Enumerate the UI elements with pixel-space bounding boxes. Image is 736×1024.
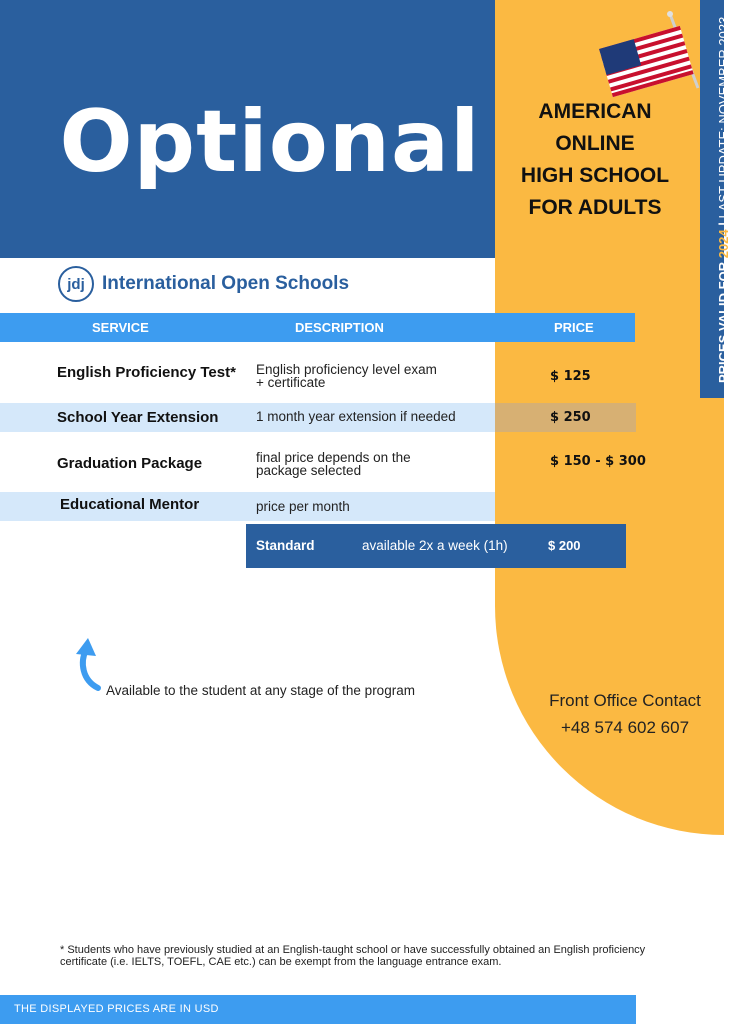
service-price: $ 150 - $ 300 [550, 454, 646, 469]
school-title-line: FOR ADULTS [528, 196, 662, 219]
header-price: PRICE [554, 320, 594, 335]
last-update: LAST UPDATE: NOVEMBER 2023 [716, 16, 731, 219]
footer-text: THE DISPLAYED PRICES ARE IN USD [14, 1003, 219, 1015]
service-name: School Year Extension [57, 409, 219, 426]
table-row [0, 343, 495, 402]
logo-name: International Open Schools [102, 273, 350, 294]
service-name: Educational Mentor [60, 496, 200, 513]
validity-prefix: PRICES VALID FOR [716, 258, 731, 383]
service-name: Graduation Package [57, 455, 203, 472]
table-header [0, 313, 635, 342]
curved-arrow-icon [72, 636, 106, 692]
description-line: package selected [256, 463, 362, 478]
contact-label: Front Office Contact [549, 691, 701, 710]
contact-phone[interactable]: +48 574 602 607 [560, 718, 690, 737]
description-line: English proficiency level exam [256, 362, 437, 377]
header-service: SERVICE [92, 320, 149, 335]
validity-text [712, 17, 736, 383]
mentor-option-row [246, 524, 626, 568]
table-row [0, 492, 495, 521]
school-title-line: ONLINE [555, 132, 635, 155]
option-price: $ 200 [548, 538, 581, 553]
availability-note: Available to the student at any stage of the program [106, 683, 415, 698]
option-name: Standard [256, 538, 315, 553]
page-title: Optional [59, 92, 481, 192]
service-description [256, 451, 411, 477]
option-description: available 2x a week (1h) [362, 538, 508, 553]
logo [58, 266, 349, 302]
service-price: $ 125 [550, 369, 591, 384]
description-line: final price depends on the [256, 450, 411, 465]
table-row [0, 433, 495, 491]
validity-separator: | [716, 218, 731, 230]
front-office-contact [530, 687, 720, 741]
table-row [0, 403, 495, 432]
service-name: English Proficiency Test* [57, 364, 236, 381]
header-description: DESCRIPTION [295, 320, 384, 335]
school-title [500, 96, 690, 224]
school-title-line: HIGH SCHOOL [520, 164, 670, 187]
school-title-line: AMERICAN [538, 100, 652, 123]
service-description [256, 363, 437, 389]
service-description: price per month [256, 499, 350, 514]
footnote: * Students who have previously studied at an English-taught school or have successfully obtained an English proficiency certificate (i.e. IELTS, TOEFL, CAE etc.) can be exempt from the language entrance exam. [60, 944, 646, 968]
description-line: + certificate [256, 375, 326, 390]
footer-bar [0, 995, 636, 1024]
logo-mark: jdj [58, 266, 94, 302]
validity-year: 2024 [716, 229, 731, 259]
us-flag-icon [598, 10, 700, 102]
service-description: 1 month year extension if needed [256, 409, 456, 424]
service-price: $ 250 [550, 410, 591, 425]
